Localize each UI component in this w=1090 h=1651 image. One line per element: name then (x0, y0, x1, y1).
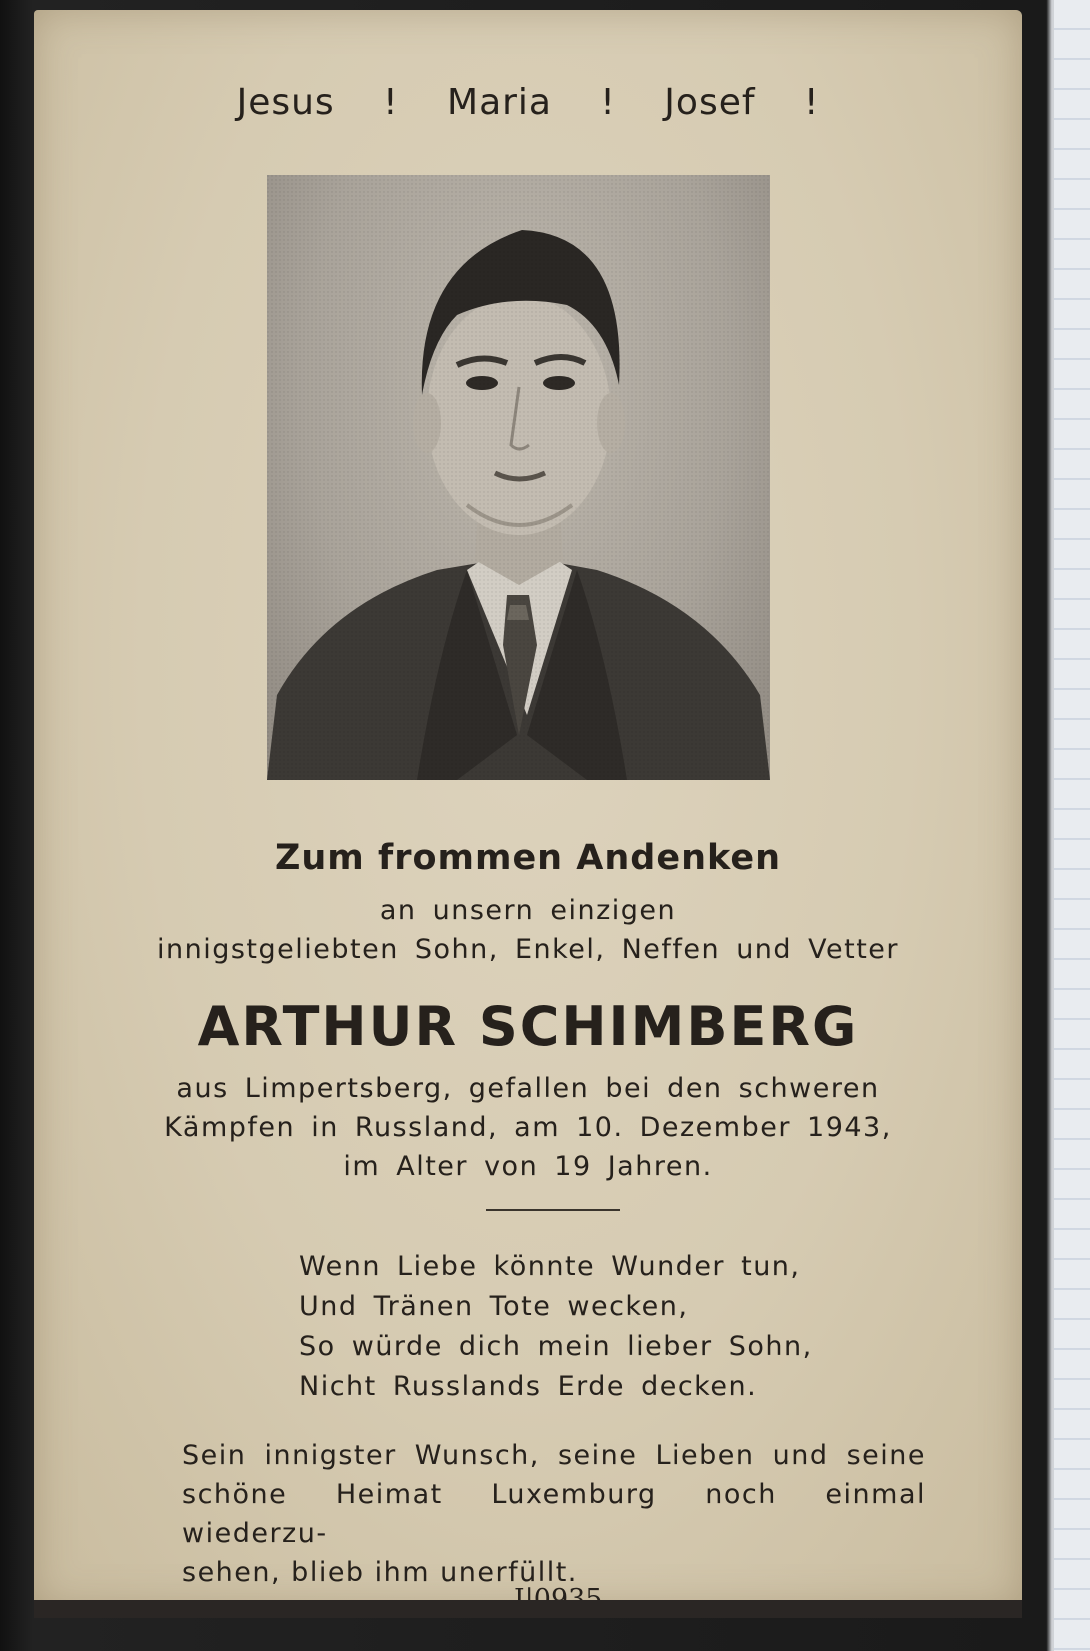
card-header: Jesus ! Maria ! Josef ! (236, 82, 820, 123)
portrait-illustration (267, 175, 770, 780)
divider (486, 1209, 620, 1211)
lined-paper-edge (1054, 0, 1090, 1651)
deceased-name: ARTHUR SCHIMBERG (197, 995, 859, 1058)
dedication-line-1: an unsern einzigen (379, 895, 677, 926)
card-shadow (34, 1600, 1022, 1618)
dedication-line-2: innigstgeliebten Sohn, Enkel, Neffen und Vetter (156, 934, 900, 965)
closing-line: schöne Heimat Luxemburg noch einmal wiederzu- (182, 1479, 926, 1549)
portrait-photo (267, 175, 770, 780)
card-title: Zum frommen Andenken (275, 838, 781, 878)
closing-line: Sein innigster Wunsch, seine Lieben und seine (182, 1440, 926, 1471)
closing-paragraph (182, 1436, 926, 1592)
detail-line-1: aus Limpertsberg, gefallen bei den schweren (176, 1073, 880, 1104)
poem (299, 1247, 813, 1407)
poem-line: So würde dich mein lieber Sohn, (299, 1331, 813, 1362)
poem-line: Und Tränen Tote wecken, (299, 1291, 689, 1322)
detail-line-3: im Alter von 19 Jahren. (343, 1151, 713, 1182)
memorial-card (34, 10, 1022, 1608)
closing-line: sehen, blieb ihm unerfüllt. (182, 1557, 578, 1588)
detail-line-2: Kämpfen in Russland, am 10. Dezember 1943, (164, 1112, 892, 1143)
poem-line: Nicht Russlands Erde decken. (299, 1371, 758, 1402)
poem-line: Wenn Liebe könnte Wunder tun, (299, 1251, 801, 1282)
